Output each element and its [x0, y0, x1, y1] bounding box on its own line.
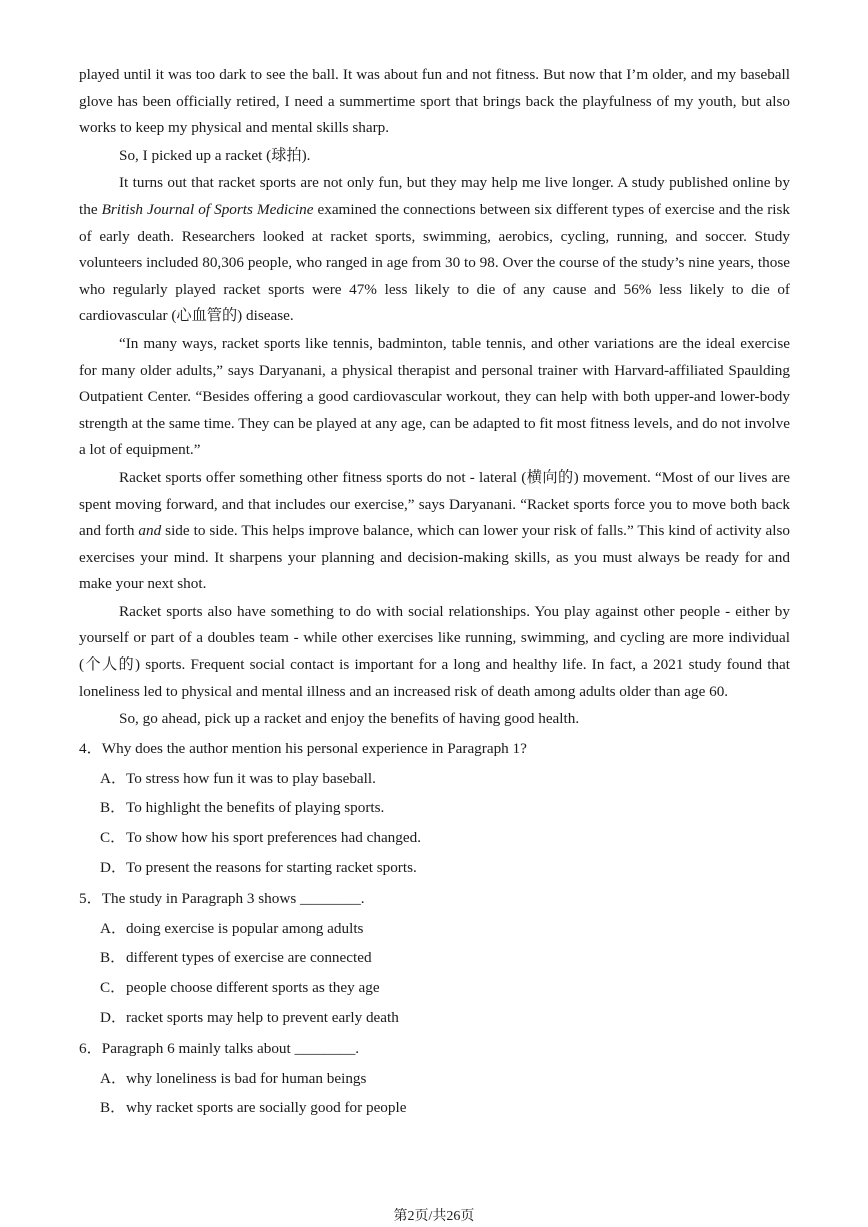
paragraph-6: Racket sports also have something to do with social relationships. You play against other people - either by yourself or part of a doubles team - while other exercises like running, swimming, and cycling are more individual (个人的) sports. Frequent social contact is important for a long and healthy life. In fact, a 2021 study found that loneliness led to physical and mental illness and an increased risk of death among adults older than age 60. — [79, 602, 790, 700]
option-letter: A． — [100, 919, 127, 937]
option-b[interactable] — [79, 943, 790, 973]
option-letter: A． — [100, 1069, 127, 1087]
option-letter: A． — [100, 769, 127, 787]
option-c[interactable] — [79, 823, 790, 853]
option-a[interactable] — [79, 1064, 790, 1094]
option-text: To stress how fun it was to play baseball. — [126, 769, 376, 787]
paragraph-2: So, I picked up a racket (球拍). — [119, 146, 311, 164]
paragraph-3 — [79, 170, 790, 330]
option-letter: D． — [100, 859, 127, 877]
option-text: doing exercise is popular among adults — [126, 919, 364, 937]
paragraph-5-part-a: Racket sports offer something other fitness sports do not - lateral (横向的) movement. “Most of our lives are spent moving forward, and that includes our exercise,” says Daryanani. “Racket sports force you to move both back and forth — [79, 468, 790, 540]
option-text: different types of exercise are connected — [126, 949, 372, 967]
option-a[interactable] — [79, 764, 790, 794]
page-footer — [0, 1205, 868, 1225]
option-d[interactable] — [79, 853, 790, 883]
option-text: To highlight the benefits of playing sports. — [126, 799, 385, 817]
question-stem: 6．Paragraph 6 mainly talks about ________. — [79, 1039, 360, 1057]
option-d[interactable] — [79, 1003, 790, 1033]
option-c[interactable] — [79, 973, 790, 1003]
document-page — [79, 62, 790, 1123]
paragraph-3-part-b: examined the connections between six different types of exercise and the risk of early death. Researchers looked at racket sports, swimming, aerobics, cycling, running, and soccer. Study volunteers included 80,306 people, who ranged in age from 30 to 98. Over the course of the study’s nine years, those who regularly played racket sports were 47% less likely to die of any cause and 56% less likely to die of cardiovascular (心血管的) disease. — [79, 200, 790, 325]
paragraph-5 — [79, 465, 790, 598]
option-b[interactable] — [79, 793, 790, 823]
paragraph-4: “In many ways, racket sports like tennis, badminton, table tennis, and other variations are the ideal exercise for many older adults,” says Daryanani, a physical therapist and personal trainer with Harvard-affiliated Spaulding Outpatient Center. “Besides offering a good cardiovascular workout, they can help with both upper-and lower-body strength at the same time. They can be played at any age, can be adapted to fit most fitness levels, and do not involve a lot of equipment.” — [79, 334, 790, 459]
option-text: racket sports may help to prevent early death — [126, 1009, 399, 1027]
option-letter: D． — [100, 1009, 127, 1027]
question-stem: 4．Why does the author mention his personal experience in Paragraph 1? — [79, 739, 527, 757]
option-letter: C． — [100, 829, 126, 847]
paragraph-7: So, go ahead, pick up a racket and enjoy the benefits of having good health. — [119, 710, 580, 728]
question-6 — [79, 1034, 790, 1123]
page-number: 第2页/共26页 — [393, 1209, 475, 1224]
reading-passage — [79, 62, 790, 733]
paragraph-5-part-b: side to side. This helps improve balance, which can lower your risk of falls.” This kind of activity also exercises your mind. It sharpens your planning and decision-making skills, as you must always be ready for and make your next shot. — [79, 522, 790, 593]
option-text: To show how his sport preferences had changed. — [126, 829, 422, 847]
emphasis-and: and — [138, 522, 162, 540]
option-letter: C． — [100, 979, 126, 997]
journal-title: British Journal of Sports Medicine — [101, 200, 314, 218]
paragraph-1-tail: played until it was too dark to see the ball. It was about fun and not fitness. But now that I’m older, and my baseball glove has been officially retired, I need a summertime sport that brings back the playfulness of my youth, but also works to keep my physical and mental skills sharp. — [79, 66, 790, 137]
option-a[interactable] — [79, 914, 790, 944]
question-4 — [79, 734, 790, 883]
question-5 — [79, 884, 790, 1033]
option-letter: B． — [100, 1099, 126, 1117]
question-stem: 5．The study in Paragraph 3 shows ________. — [79, 889, 365, 907]
paragraph-3-part-a: It turns out that racket sports are not only fun, but they may help me live longer. A study published online by the — [79, 174, 790, 218]
option-letter: B． — [100, 799, 126, 817]
option-b[interactable] — [79, 1093, 790, 1123]
option-text: To present the reasons for starting racket sports. — [126, 859, 417, 877]
option-letter: B． — [100, 949, 126, 967]
option-text: why racket sports are socially good for people — [126, 1099, 407, 1117]
option-text: people choose different sports as they age — [126, 979, 380, 997]
option-text: why loneliness is bad for human beings — [126, 1069, 367, 1087]
